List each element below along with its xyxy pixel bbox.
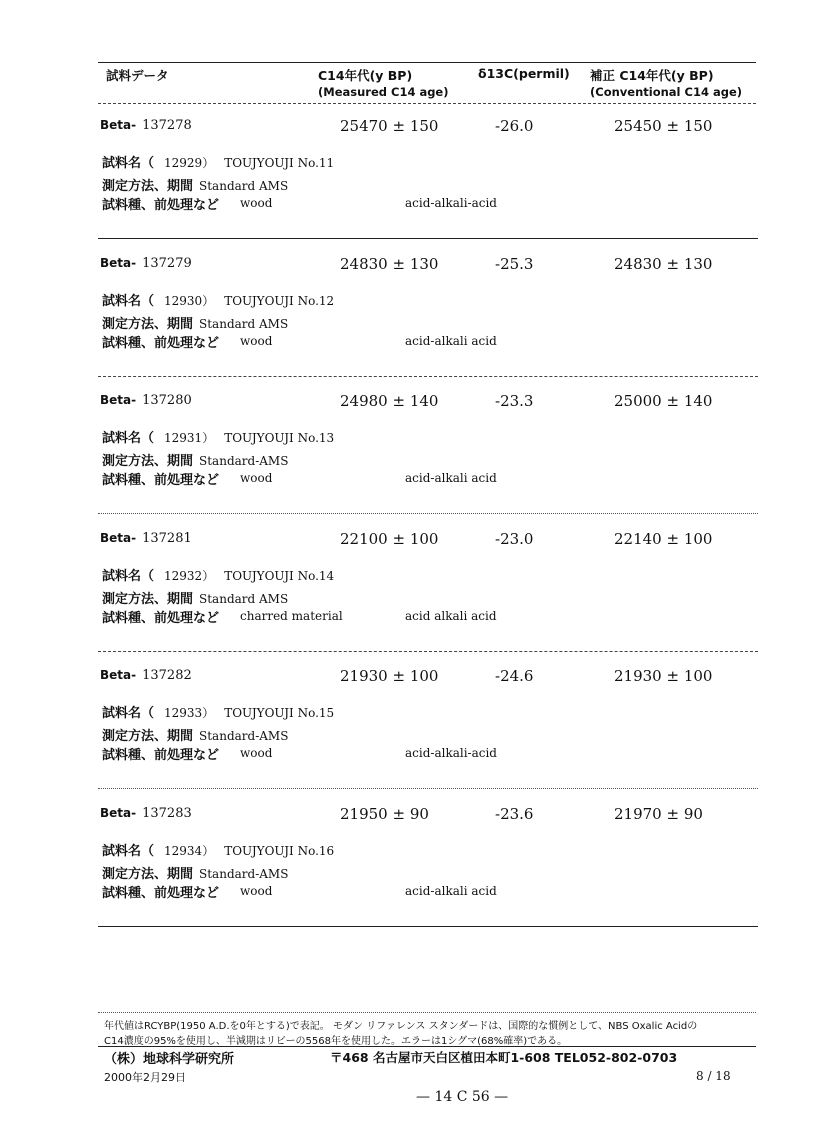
beta-prefix: Beta-	[100, 118, 137, 132]
header-conventional-age-en: (Conventional C14 age)	[590, 85, 742, 99]
sample-id: 12929）	[164, 156, 215, 170]
method-value: Standard-AMS	[199, 729, 289, 743]
sample-code-number: 137282	[142, 668, 192, 683]
sample-name-row	[102, 702, 334, 721]
sample-name-row	[102, 565, 334, 584]
sample-code	[100, 256, 192, 271]
header-measured-age: C14年代(y BP)	[318, 68, 413, 83]
material-value: wood	[240, 334, 273, 348]
method-row	[102, 175, 288, 194]
header-sample-data: 試料データ	[106, 68, 169, 83]
sample-name: TOUJYOUJI No.16	[224, 844, 335, 858]
sample-name-label: 試料名（	[102, 569, 155, 584]
sample-code	[100, 806, 192, 821]
sample-code	[100, 393, 192, 408]
sample-code	[100, 118, 192, 133]
footer-note-line1: 年代値はRCYBP(1950 A.D.を0年とする)で表記。 モダン リファレンス スタンダードは、国際的な慣例として、NBS Oxalic Acidの	[104, 1021, 698, 1032]
delta13c-value: -23.3	[495, 392, 534, 410]
measured-age: 24980 ± 140	[340, 392, 439, 410]
beta-prefix: Beta-	[100, 806, 137, 820]
header-top-rule	[98, 62, 756, 63]
beta-prefix: Beta-	[100, 531, 137, 545]
sample-code-number: 137279	[142, 256, 192, 271]
sample-name-row	[102, 152, 334, 171]
material-label: 試料種、前処理など	[102, 611, 220, 626]
conventional-age: 22140 ± 100	[614, 530, 713, 548]
conventional-age: 21930 ± 100	[614, 667, 713, 685]
method-row	[102, 725, 288, 744]
method-row	[102, 863, 288, 882]
material-value: wood	[240, 196, 273, 210]
material-label: 試料種、前処理など	[102, 336, 220, 351]
sample-code-number: 137283	[142, 806, 192, 821]
footer-top-rule	[98, 1012, 756, 1013]
sample-code-number: 137280	[142, 393, 192, 408]
beta-prefix: Beta-	[100, 393, 137, 407]
material-value: charred material	[240, 609, 343, 623]
sample-name-label: 試料名（	[102, 294, 155, 309]
beta-prefix: Beta-	[100, 256, 137, 270]
delta13c-value: -23.6	[495, 805, 534, 823]
material-label: 試料種、前処理など	[102, 886, 220, 901]
measured-age: 22100 ± 100	[340, 530, 439, 548]
method-value: Standard AMS	[199, 317, 289, 331]
delta13c-value: -23.0	[495, 530, 534, 548]
measured-age: 21930 ± 100	[340, 667, 439, 685]
sample-name: TOUJYOUJI No.14	[224, 569, 335, 583]
method-value: Standard AMS	[199, 592, 289, 606]
method-label: 測定方法、期間	[102, 317, 194, 332]
material-value: wood	[240, 471, 273, 485]
sample-code	[100, 531, 192, 546]
sample-name-label: 試料名（	[102, 706, 155, 721]
sample-name: TOUJYOUJI No.13	[224, 431, 335, 445]
beta-prefix: Beta-	[100, 668, 137, 682]
conventional-age: 25450 ± 150	[614, 117, 713, 135]
sample-separator	[98, 788, 758, 789]
method-label: 測定方法、期間	[102, 729, 194, 744]
footer-page-mark: — 14 C 56 —	[416, 1089, 509, 1105]
sample-id: 12932）	[164, 569, 215, 583]
sample-code-number: 137278	[142, 118, 192, 133]
footer-address: 〒468 名古屋市天白区植田本町1-608 TEL052-802-0703	[330, 1050, 678, 1065]
pretreatment-value: acid-alkali-acid	[405, 746, 497, 760]
sample-separator	[98, 376, 758, 377]
sample-id: 12933）	[164, 706, 215, 720]
sample-id: 12930）	[164, 294, 215, 308]
sample-name-row	[102, 840, 334, 859]
pretreatment-value: acid-alkali-acid	[405, 196, 497, 210]
footer-date: 2000年2月29日	[104, 1071, 186, 1084]
method-label: 測定方法、期間	[102, 867, 194, 882]
sample-separator	[98, 238, 758, 239]
sample-id: 12934）	[164, 844, 215, 858]
material-label: 試料種、前処理など	[102, 198, 220, 213]
pretreatment-value: acid-alkali acid	[405, 471, 497, 485]
material-value: wood	[240, 746, 273, 760]
method-value: Standard-AMS	[199, 867, 289, 881]
sample-name-row	[102, 290, 334, 309]
sample-name-row	[102, 427, 334, 446]
method-label: 測定方法、期間	[102, 179, 194, 194]
delta13c-value: -24.6	[495, 667, 534, 685]
measured-age: 25470 ± 150	[340, 117, 439, 135]
method-row	[102, 450, 288, 469]
sample-separator	[98, 926, 758, 927]
sample-name: TOUJYOUJI No.12	[224, 294, 335, 308]
sample-name: TOUJYOUJI No.11	[224, 156, 335, 170]
method-label: 測定方法、期間	[102, 592, 194, 607]
footer-note-line2: C14濃度の95%を使用し、半減期はリビーの5568年を使用した。エラーは1シグマ(68%確率)である。	[104, 1036, 568, 1047]
measured-age: 21950 ± 90	[340, 805, 429, 823]
sample-name-label: 試料名（	[102, 156, 155, 171]
sample-name-label: 試料名（	[102, 431, 155, 446]
method-row	[102, 313, 288, 332]
conventional-age: 25000 ± 140	[614, 392, 713, 410]
pretreatment-value: acid-alkali acid	[405, 334, 497, 348]
sample-id: 12931）	[164, 431, 215, 445]
measured-age: 24830 ± 130	[340, 255, 439, 273]
sample-name-label: 試料名（	[102, 844, 155, 859]
sample-code	[100, 668, 192, 683]
header-delta13c: δ13C(permil)	[478, 66, 570, 81]
footer-company: （株）地球科学研究所	[104, 1052, 235, 1067]
method-value: Standard-AMS	[199, 454, 289, 468]
sample-code-number: 137281	[142, 531, 192, 546]
header-conventional-age: 補正 C14年代(y BP)	[590, 68, 714, 83]
delta13c-value: -26.0	[495, 117, 534, 135]
method-row	[102, 588, 288, 607]
footer-rule	[98, 1046, 756, 1047]
sample-separator	[98, 513, 758, 514]
header-bottom-rule	[98, 103, 756, 104]
sample-name: TOUJYOUJI No.15	[224, 706, 335, 720]
material-label: 試料種、前処理など	[102, 748, 220, 763]
header-measured-age-en: (Measured C14 age)	[318, 85, 449, 99]
material-label: 試料種、前処理など	[102, 473, 220, 488]
pretreatment-value: acid-alkali acid	[405, 884, 497, 898]
footer-page: 8 / 18	[696, 1069, 731, 1083]
sample-separator	[98, 651, 758, 652]
conventional-age: 21970 ± 90	[614, 805, 703, 823]
method-value: Standard AMS	[199, 179, 289, 193]
material-value: wood	[240, 884, 273, 898]
delta13c-value: -25.3	[495, 255, 534, 273]
conventional-age: 24830 ± 130	[614, 255, 713, 273]
method-label: 測定方法、期間	[102, 454, 194, 469]
pretreatment-value: acid alkali acid	[405, 609, 497, 623]
